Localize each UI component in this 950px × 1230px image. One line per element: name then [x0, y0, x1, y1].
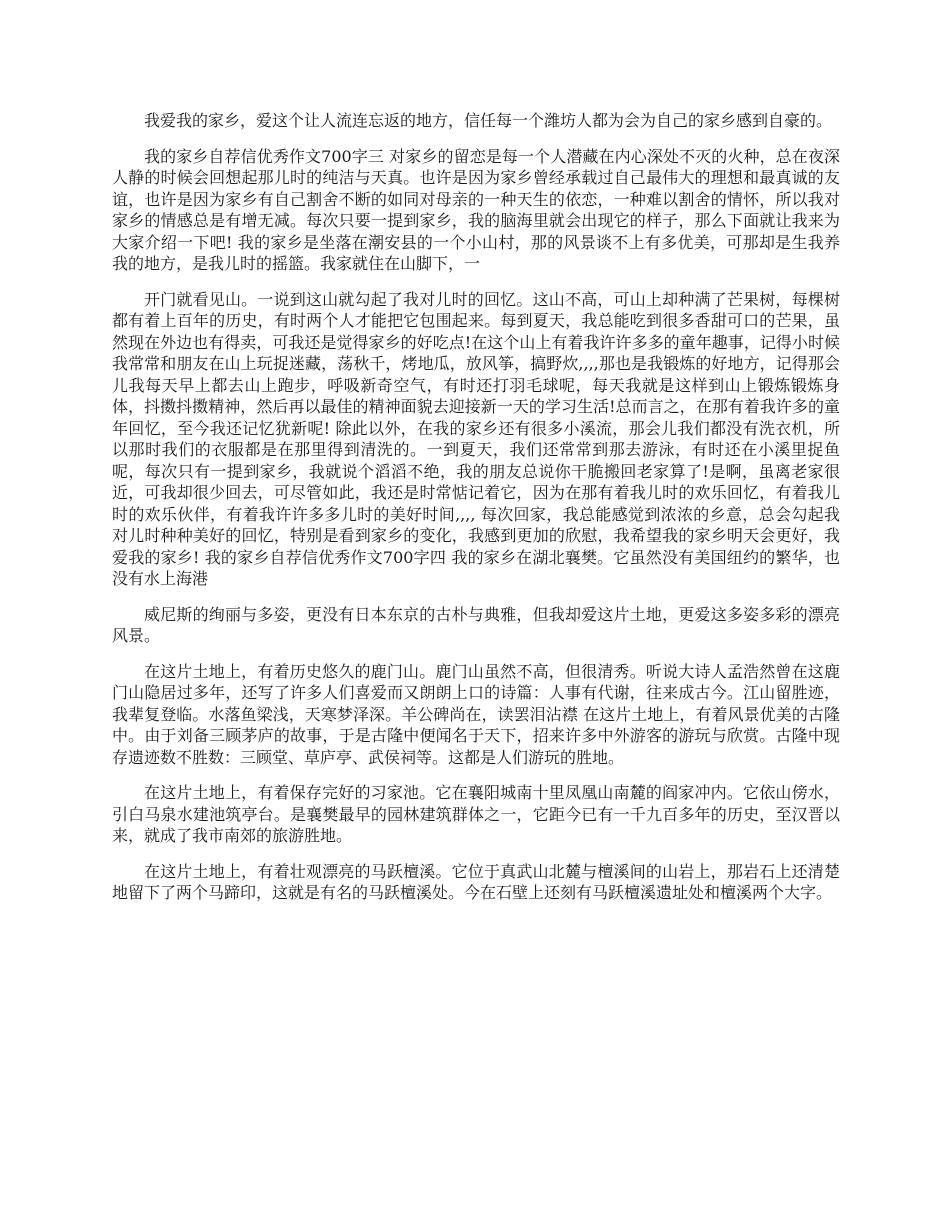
- paragraph-3: 开门就看见山。一说到这山就勾起了我对儿时的回忆。这山不高，可山上却种满了芒果树，每棵树都有着上百年的历史，有时两个人才能把它包围起来。每到夏天，我总能吃到很多香甜可口的芒果，虽然现在外边也有得卖，可我还是觉得家乡的好吃点!在这个山上有着我许许多多的童年趣事，记得小时候我常常和朋友在山上玩捉迷藏，荡秋千，烤地瓜，放风筝，搞野炊,,,,那也是我锻炼的好地方，记得那会儿我每天早上都去山上跑步，呼吸新奇空气，有时还打羽毛球呢，每天我就是这样到山上锻炼锻炼身体，抖擞抖擞精神，然后再以最佳的精神面貌去迎接新一天的学习生活!总而言之，在那有着我许多的童年回忆，至今我还记忆犹新呢! 除此以外，在我的家乡还有很多小溪流，那会儿我们都没有洗衣机，所以那时我们的衣服都是在那里得到清洗的。一到夏天，我们还常常到那去游泳，有时还在小溪里捉鱼呢，每次只有一提到家乡，我就说个滔滔不绝，我的朋友总说你干脆搬回老家算了!是啊，虽离老家很近，可我却很少回去，可尽管如此，我还是时常惦记着它，因为在那有着我儿时的欢乐回忆，有着我儿时的欢乐伙伴，有着我许许多多儿时的美好时间,,,, 每次回家，我总能感觉到浓浓的乡意，总会勾起我对儿时种种美好的回忆，特别是看到家乡的变化，我感到更加的欣慰，我希望我的家乡明天会更好，我爱我的家乡! 我的家乡自荐信优秀作文700字四 我的家乡在湖北襄樊。它虽然没有美国纽约的繁华，也没有水上海港: [112, 289, 840, 588]
- paragraph-1: 我爱我的家乡，爱这个让人流连忘返的地方，信任每一个潍坊人都为会为自己的家乡感到自豪的。: [144, 111, 833, 130]
- paragraph-6: 在这片土地上，有着保存完好的习家池。它在襄阳城南十里凤凰山南麓的阎家冲内。它依山傍水，引白马泉水建池筑亭台。是襄樊最早的园林建筑群体之一，它距今已有一千九百多年的历史，至汉晋以来，就成了我市南郊的旅游胜地。: [112, 783, 840, 845]
- paragraph-2: 我的家乡自荐信优秀作文700字三 对家乡的留恋是每一个人潜藏在内心深处不灭的火种，总在夜深人静的时候会回想起那儿时的纯洁与天真。也许是因为家乡曾经承载过自己最伟大的理想和最真诚的友谊，也许是因为家乡有自己割舍不断的如同对母亲的一种天生的依恋，一种难以割舍的情怀，所以我对家乡的情感总是有增无减。每次只要一提到家乡，我的脑海里就会出现它的样子，那么下面就让我来为大家介绍一下吧! 我的家乡是坐落在潮安县的一个小山村，那的风景谈不上有多优美，可那却是生我养我的地方，是我儿时的摇篮。我家就住在山脚下，一: [112, 146, 840, 273]
- paragraph-7: 在这片土地上，有着壮观漂亮的马跃檀溪。它位于真武山北麓与檀溪间的山岩上，那岩石上还清楚地留下了两个马蹄印，这就是有名的马跃檀溪处。今在石壁上还刻有马跃檀溪遗址处和檀溪两个大字。: [112, 861, 840, 902]
- paragraph-5: 在这片土地上，有着历史悠久的鹿门山。鹿门山虽然不高，但很清秀。听说大诗人孟浩然曾在这鹿门山隐居过多年，还写了许多人们喜爱而又朗朗上口的诗篇：人事有代谢，往来成古今。江山留胜迹，我辈复登临。水落鱼梁浅，天寒梦泽深。羊公碑尚在，读罢泪沾襟 在这片土地上，有着风景优美的古隆中。由于刘备三顾茅庐的故事，于是古隆中便闻名于天下，招来许多中外游客的游玩与欣赏。古隆中现存遗迹数不胜数：三顾堂、草庐亭、武侯祠等。这都是人们游玩的胜地。: [112, 661, 840, 767]
- document-page: [112, 110, 840, 918]
- paragraph-4: 威尼斯的绚丽与多姿，更没有日本东京的古朴与典雅，但我却爱这片土地，更爱这多姿多彩的漂亮风景。: [112, 604, 840, 645]
